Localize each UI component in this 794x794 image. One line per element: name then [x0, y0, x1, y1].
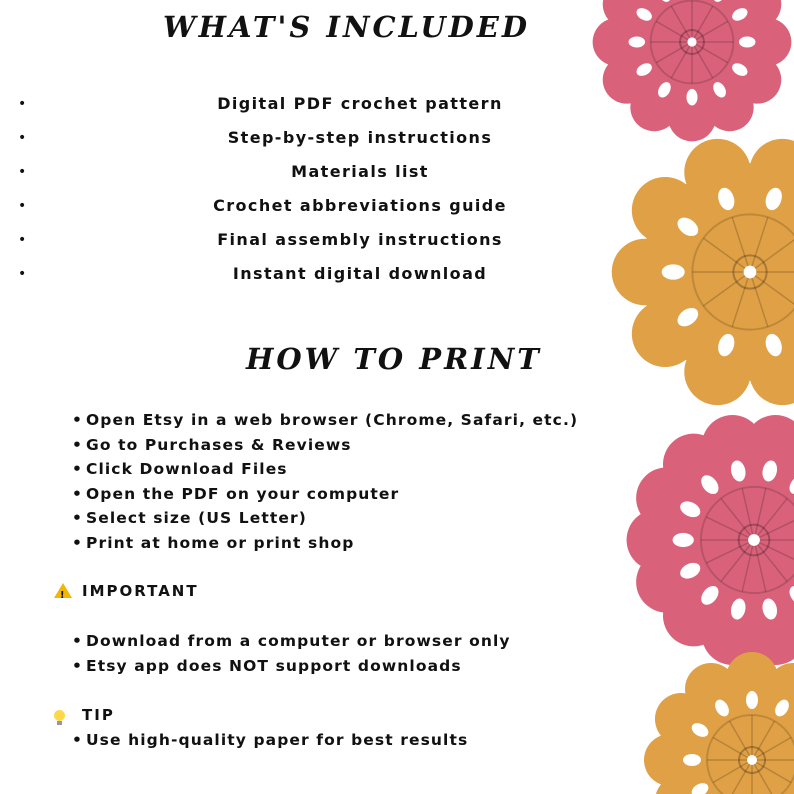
bullet: •	[72, 484, 84, 503]
important-list	[72, 629, 511, 678]
included-list	[0, 92, 560, 296]
print-step-text: Print at home or print shop	[86, 533, 355, 552]
important-item-text: Download from a computer or browser only	[86, 632, 511, 650]
bullet: •	[72, 533, 84, 552]
list-item	[72, 629, 511, 654]
list-item	[72, 728, 468, 753]
included-item-text: Final assembly instructions	[217, 230, 503, 249]
bullet: •	[18, 164, 27, 180]
tip-title	[54, 704, 115, 726]
important-label: IMPORTANT	[82, 582, 199, 600]
bullet: •	[18, 232, 27, 248]
tip-list	[72, 728, 468, 753]
bullet: •	[72, 632, 84, 650]
list-item	[0, 126, 560, 160]
list-item	[0, 228, 560, 262]
list-item	[0, 160, 560, 194]
bullet: •	[18, 96, 27, 112]
bullet: •	[18, 130, 27, 146]
bullet: •	[72, 731, 84, 749]
whats-included-heading: WHAT'S INCLUDED	[163, 10, 531, 44]
print-step-text: Open the PDF on your computer	[86, 484, 400, 503]
included-item-text: Crochet abbreviations guide	[213, 196, 507, 215]
list-item	[72, 433, 578, 458]
tip-item-text: Use high-quality paper for best results	[86, 731, 469, 749]
important-title	[54, 580, 199, 602]
bullet: •	[72, 460, 84, 478]
tip-label: TIP	[82, 706, 115, 724]
print-steps-list	[72, 408, 578, 555]
list-item	[72, 654, 511, 679]
pink-doily-top	[593, 0, 792, 141]
list-item	[72, 408, 578, 433]
important-item-text: Etsy app does NOT support downloads	[86, 656, 462, 675]
print-step-text: Open Etsy in a web browser (Chrome, Safari, etc.)	[86, 411, 579, 429]
lightbulb-icon	[54, 704, 82, 726]
print-step-text: Click Download Files	[86, 460, 288, 478]
orange-doily-upper	[612, 139, 794, 405]
included-item-text: Instant digital download	[232, 264, 488, 283]
list-item	[72, 531, 578, 556]
list-item	[72, 506, 578, 531]
print-step-text: Go to Purchases & Reviews	[86, 435, 352, 454]
included-item-text: Digital PDF crochet pattern	[217, 94, 503, 113]
list-item	[72, 457, 578, 482]
bullet: •	[18, 198, 27, 214]
bullet: •	[72, 656, 84, 675]
bullet: •	[72, 435, 84, 454]
list-item	[0, 194, 560, 228]
crochet-doilies-image	[560, 0, 794, 794]
bullet: •	[72, 411, 84, 429]
pink-doily-lower	[627, 415, 794, 665]
bullet: •	[72, 509, 84, 527]
included-item-text: Materials list	[291, 162, 429, 181]
orange-doily-bottom	[644, 652, 794, 794]
included-item-text: Step-by-step instructions	[227, 128, 493, 147]
warning-icon	[54, 580, 82, 602]
list-item	[72, 482, 578, 507]
list-item	[0, 262, 560, 296]
print-step-text: Select size (US Letter)	[86, 509, 307, 527]
how-to-print-heading: HOW TO PRINT	[246, 342, 542, 376]
list-item	[0, 92, 560, 126]
bullet: •	[18, 266, 27, 282]
